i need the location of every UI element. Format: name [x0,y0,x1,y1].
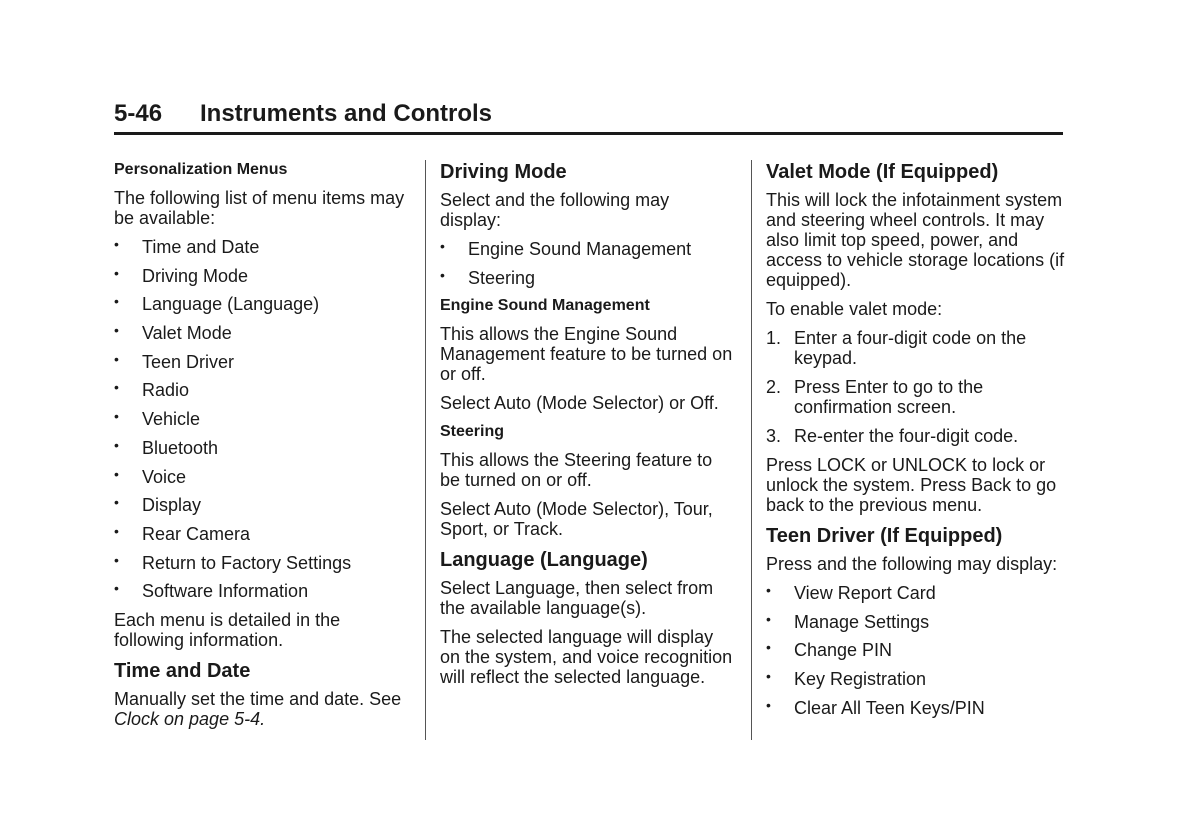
list-item: • Voice [114,467,414,487]
steering-text: This allows the Steering feature to be turned on or off. [440,450,713,491]
valet-mode-text: This will lock the infotainment system and steering wheel controls. It may also limit top speed, power, and access to vehicle storage locations (if equipped). [766,190,1065,290]
valet-steps-list [766,328,1066,446]
time-and-date-heading: Time and Date [114,659,251,682]
engine-sound-management-select: Select Auto (Mode Selector) or Off. [440,393,719,414]
language-text-2: The selected language will display on the system, and voice recognition will reflect the selected language. [440,627,733,688]
list-item: • Language (Language) [114,294,414,314]
step-item [766,377,1066,417]
language-text-1: Select Language, then select from the available language(s). [440,578,714,619]
time-and-date-text [114,689,414,729]
driving-mode-text: Select and the following may display: [440,190,670,230]
list-item: • Engine Sound Management [440,239,735,259]
list-item: • Time and Date [114,237,414,257]
step-item [766,426,1066,446]
menu-items-list [114,237,414,601]
step-number: 3. [766,426,782,446]
step-text: Enter a four-digit code on the keypad. [794,328,1027,368]
menu-outro-text: Each menu is detailed in the following information. [114,609,341,650]
list-item: • Valet Mode [114,323,414,343]
list-item: • Change PIN [766,640,1066,660]
teen-driver-heading: Teen Driver (If Equipped) [766,525,1003,547]
steering-heading: Steering [440,423,505,441]
valet-lock-text: Press LOCK or UNLOCK to lock or unlock the system. Press Back to go back to the previous menu. [766,455,1057,515]
step-text: Press Enter to go to the confirmation screen. [794,377,984,417]
page-header [114,100,1063,135]
page-number: 5-46 [114,100,163,127]
list-item: • Radio [114,380,414,400]
clock-page-link[interactable]: Clock on page 5-4. [114,708,266,729]
engine-sound-management-heading: Engine Sound Management [440,297,650,315]
column-1 [114,160,414,738]
menu-intro-text: The following list of menu items may be available: [114,188,405,228]
list-item: • Teen Driver [114,352,414,372]
teen-driver-text: Press and the following may display: [766,554,1058,574]
engine-sound-management-text: This allows the Engine Sound Management feature to be turned on or off. [440,324,733,385]
step-number: 1. [766,328,782,348]
list-item: • Return to Factory Settings [114,553,414,573]
personalization-menus-heading: Personalization Menus [114,161,288,178]
language-heading: Language (Language) [440,549,648,572]
list-item: • Software Information [114,581,414,601]
list-item: • Manage Settings [766,612,1066,632]
valet-enable-text: To enable valet mode: [766,299,943,319]
list-item: • View Report Card [766,583,1066,603]
driving-mode-list [440,239,735,288]
list-item: • Vehicle [114,409,414,429]
section-title: Instruments and Controls [200,100,493,127]
step-item [766,328,1066,368]
list-item: • Rear Camera [114,524,414,544]
column-3 [766,160,1066,726]
list-item: • Clear All Teen Keys/PIN [766,698,1066,718]
list-item: • Key Registration [766,669,1066,689]
list-item: • Steering [440,268,735,288]
step-number: 2. [766,377,782,397]
column-2 [440,160,735,696]
driving-mode-heading: Driving Mode [440,161,567,183]
column-divider [751,160,752,740]
column-divider [425,160,426,740]
time-and-date-body: Manually set the time and date. See [114,688,402,709]
steering-select: Select Auto (Mode Selector), Tour, Sport, or Track. [440,499,713,540]
list-item: • Driving Mode [114,266,414,286]
list-item: • Bluetooth [114,438,414,458]
list-item: • Display [114,495,414,515]
step-text: Re-enter the four-digit code. [794,426,1019,446]
teen-driver-list [766,583,1066,718]
valet-mode-heading: Valet Mode (If Equipped) [766,161,999,183]
